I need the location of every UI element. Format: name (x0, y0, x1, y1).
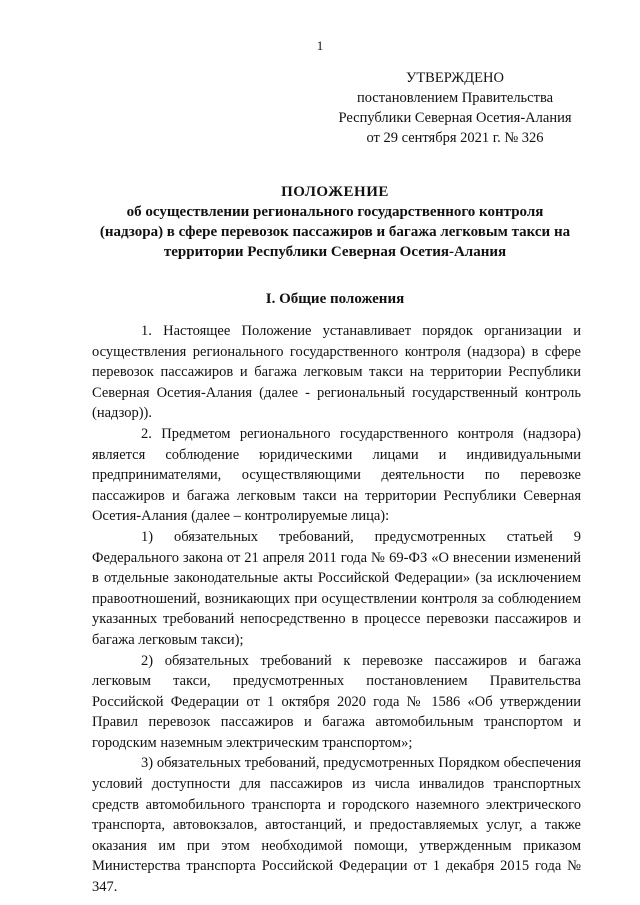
document-title (92, 182, 578, 262)
approval-line: Республики Северная Осетия-Алания (338, 110, 572, 126)
document-title-line: об осуществлении регионального государственного контроля (126, 204, 544, 220)
approval-stamp (330, 68, 580, 148)
paragraph: 2) обязательных требований к перевозке пассажиров и багажа легковым такси, предусмотренных постановлением Правительства Российской Федерации от 1 октября 2020 года № 1586 «Об утверждении Правил перевозок пассажиров и багажа автомобильным транспортом и городским наземным электрическим транспортом»; (92, 652, 581, 751)
approval-heading: УТВЕРЖДЕНО (406, 70, 504, 86)
page-number: 1 (316, 38, 324, 53)
document-body (92, 321, 581, 898)
paragraph: 1) обязательных требований, предусмотренных статьей 9 Федерального закона от 21 апреля 2011 года № 69-ФЗ «О внесении изменений в отдельные законодательные акты Российской Федерации» (за исключением правоотношений, возникающих при осуществлении контроля за соблюдением указанных требований непосредственно в процессе перевозки пассажиров и багажа легковым такси); (92, 528, 581, 648)
section-heading: I. Общие положения (265, 291, 405, 307)
paragraph: 2. Предметом регионального государственного контроля (надзора) является соблюдение юридическими лицами и индивидуальными предпринимателями, осуществляющими деятельности по перевозке пассажиров и багажа легковым такси на территории Республики Северная Осетия-Алания (далее – контролируемые лица): (92, 425, 581, 525)
approval-date-number: от 29 сентября 2021 г. № 326 (366, 130, 544, 146)
paragraph: 3) обязательных требований, предусмотренных Порядком обеспечения условий доступности для пассажиров из числа инвалидов транспортных средств автомобильного транспорта и городского наземного электрического транспорта, автовокзалов, автостанций, и предоставляемых услуг, а также оказания им при этом необходимой помощи, утвержденным приказом Министерства транспорта Российской Федерации от 1 декабря 2015 года № 347. (92, 755, 581, 896)
document-title-line: (надзора) в сфере перевозок пассажиров и багажа легковым такси на (99, 224, 571, 240)
paragraph: 1. Настоящее Положение устанавливает порядок организации и осуществления регионального государственного контроля (надзора) в сфере перевозок пассажиров и багажа легковым такси на территории Республики Северная Осетия-Алания (далее - региональный государственный контроль (надзор)). (92, 323, 581, 422)
approval-line: постановлением Правительства (356, 90, 554, 106)
document-title-main: ПОЛОЖЕНИЕ (281, 184, 389, 200)
document-title-line: территории Республики Северная Осетия-Алания (163, 244, 507, 260)
